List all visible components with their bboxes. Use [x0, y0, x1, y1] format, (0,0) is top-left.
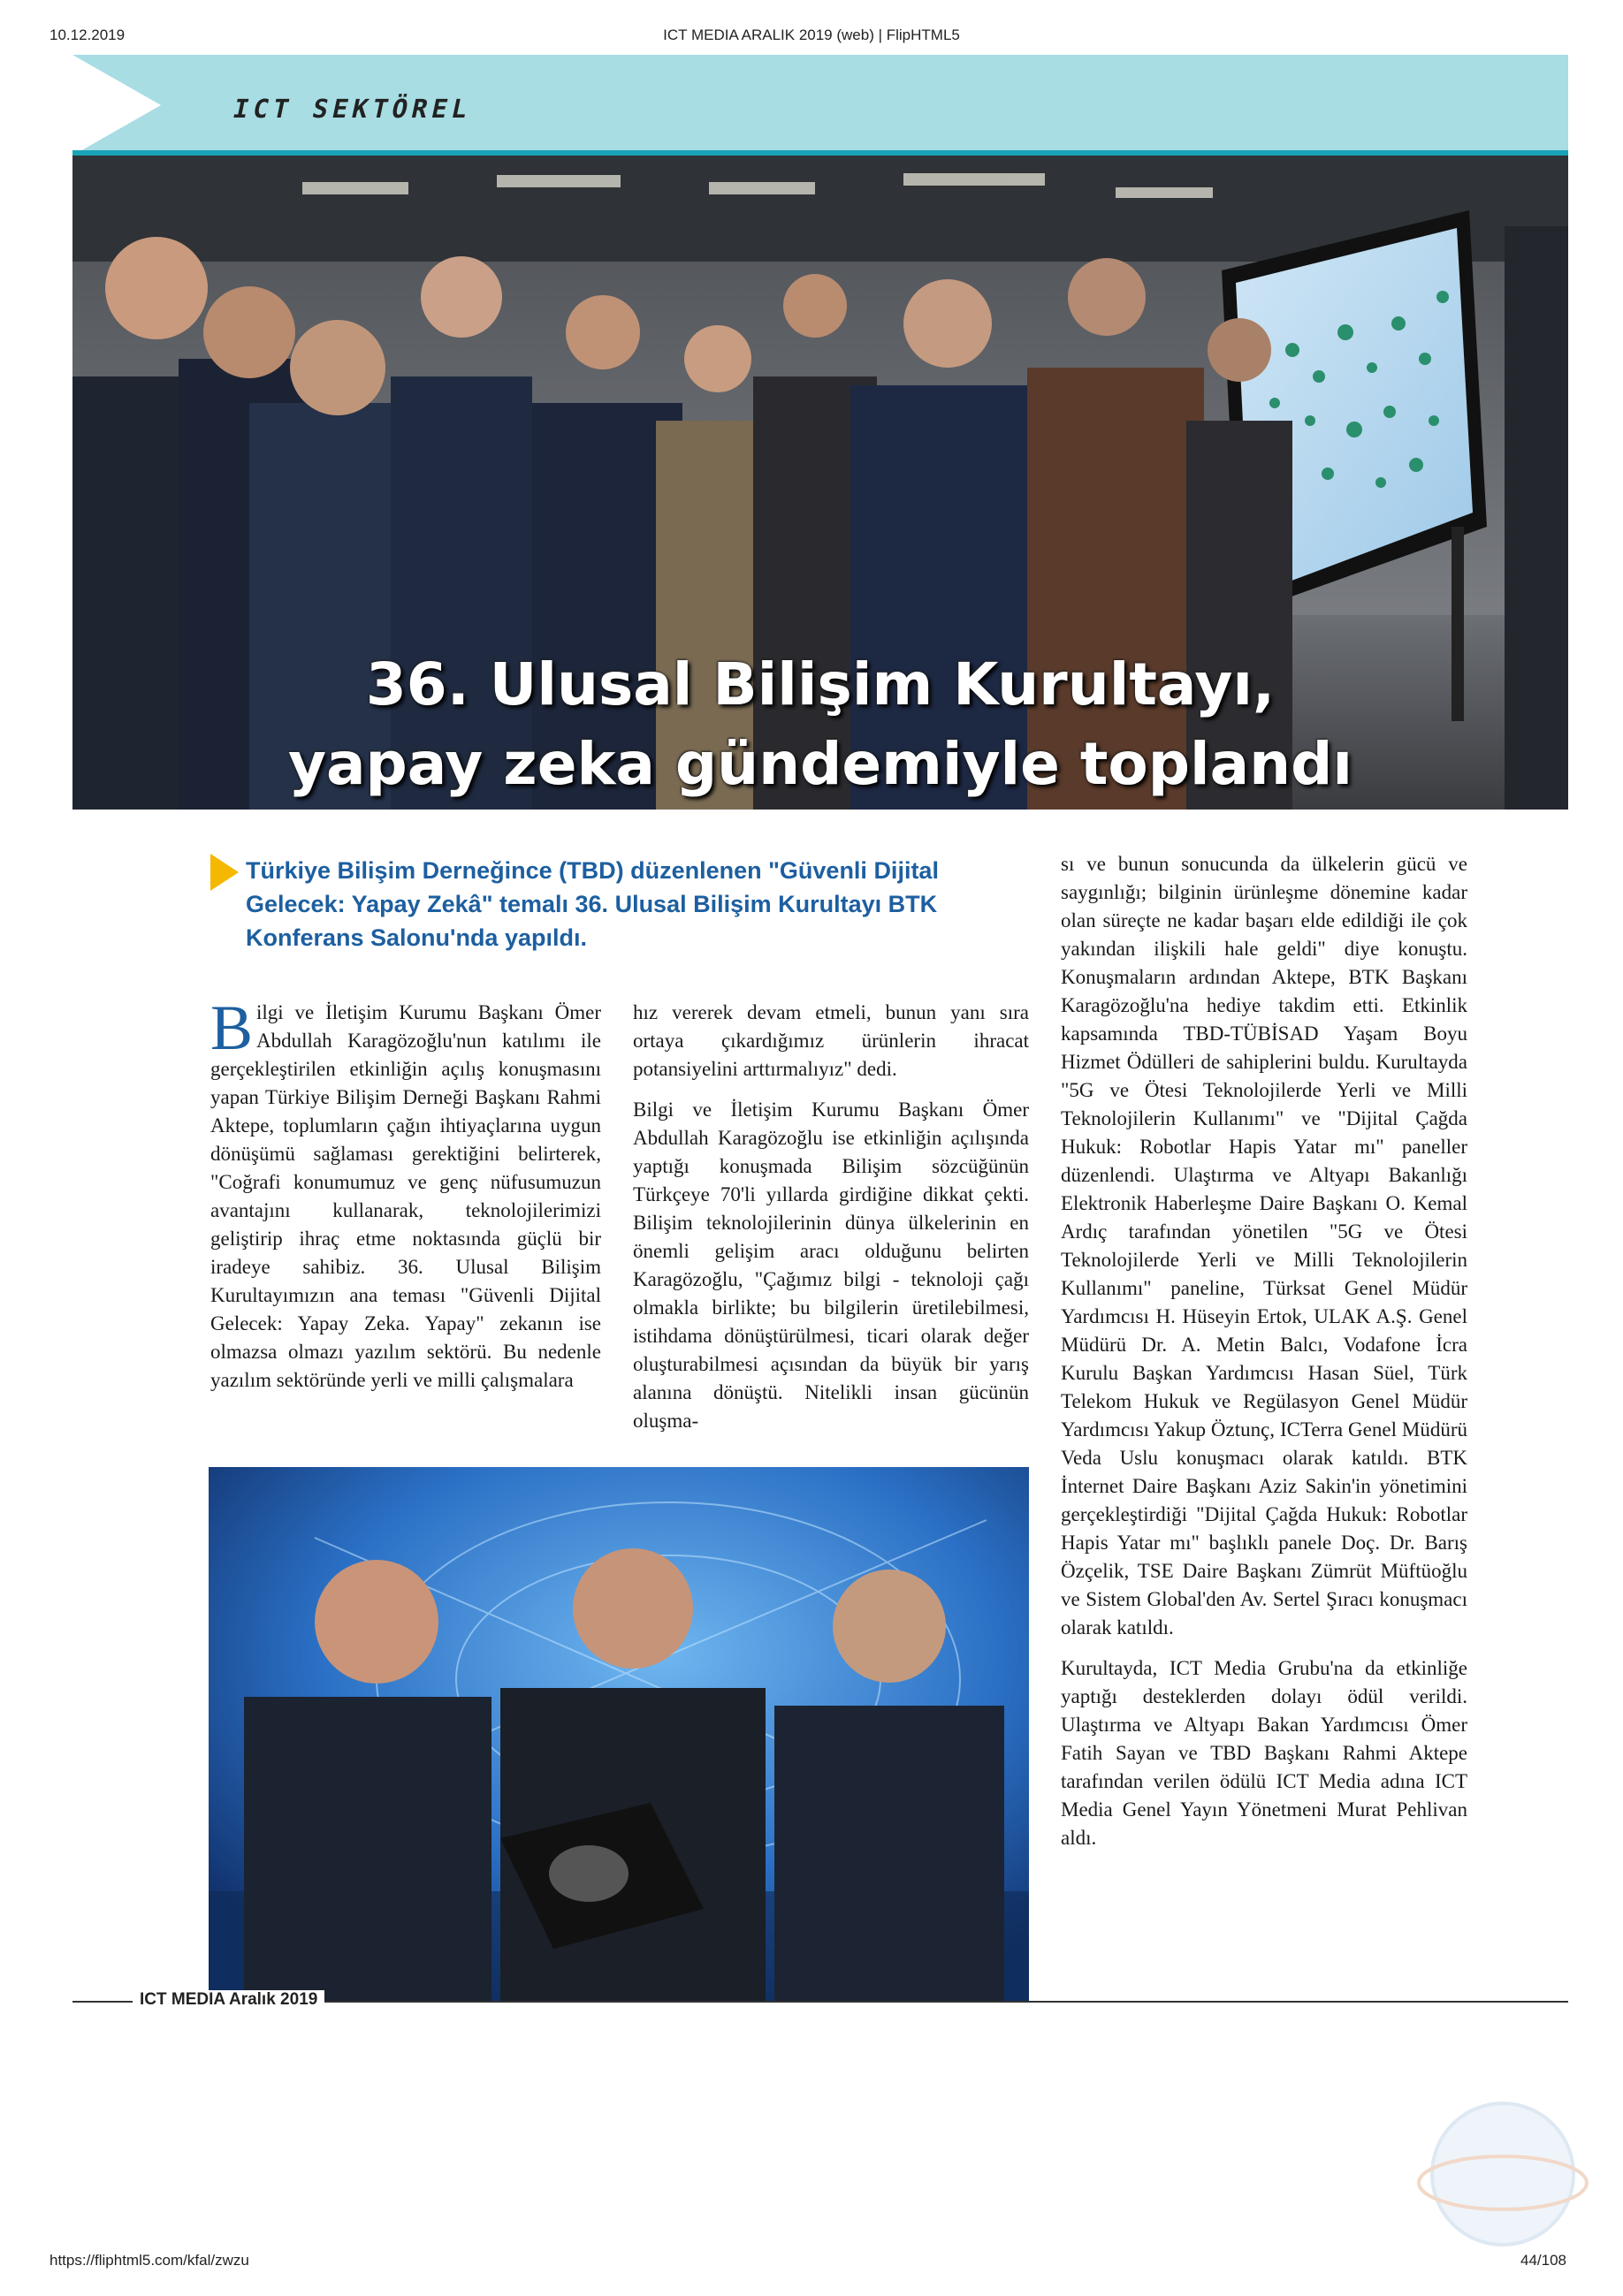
col2-paragraph-2: Bilgi ve İletişim Kurumu Başkanı Ömer Abdullah Karagözoğlu ise etkinliğin açılışında yaptığı konuşmada Bilişim sözcüğünün Türkçeye 70'li yıllarda girdiğine dikkat çekti. Bilişim teknolojilerinin dünya ülkelerinin en önemli gelişim aracı olduğunu belirten Karagözoğlu, "Çağımız bilgi - teknoloji çağı olmakla birlikte; bu bilgilerin üretilebilmesi, istihdama dönüştürülmesi, ticari olarak değer oluşturabilmesi açısından da büyük bir yarış alanına dönüştü. Nitelikli insan gücünün oluşma-: [633, 1099, 1029, 1432]
banner-arrow-icon: [72, 55, 161, 156]
lead-arrow-icon: [210, 854, 239, 891]
page-url[interactable]: https://fliphtml5.com/kfal/zwzu: [50, 2252, 249, 2269]
print-date: 10.12.2019: [50, 27, 126, 43]
award-photo-illustration: [209, 1467, 1029, 2002]
headline-line-1: 36. Ulusal Bilişim Kurultayı,: [365, 650, 1276, 718]
page-number: 44/108: [1520, 2252, 1566, 2269]
section-banner: [72, 55, 1568, 156]
section-label: ICT SEKTÖREL: [230, 94, 476, 124]
col3-paragraph-2: Kurultayda, ICT Media Grubu'na da etkinliğe yaptığı desteklerden dolayı ödül verildi. Ulaştırma ve Altyapı Bakan Yardımcısı Ömer Fatih Sayan ve TBD Başkanı Rahmi Aktepe tarafından verilen ödülü ICT Media adına ICT Media Genel Yayın Yönetmeni Murat Pehlivan aldı.: [1061, 1657, 1467, 1849]
page-title: ICT MEDIA ARALIK 2019 (web) | FlipHTML5: [663, 27, 960, 43]
article-column-3: [1061, 850, 1467, 1865]
article-column-2: [633, 999, 1029, 1448]
lead-paragraph: Türkiye Bilişim Derneğince (TBD) düzenlenen "Güvenli Dijital Gelecek: Yapay Zekâ" temalı 36. Ulusal Bilişim Kurultayı BTK Konferans Salonu'nda yapıldı.: [246, 857, 939, 951]
article-column-1: [210, 992, 601, 1407]
col2-paragraph-1: hız vererek devam etmeli, bunun yanı sıra ortaya çıkardığımız ürünlerin ihracat potansiyelini arttırmalıyız" dedi.: [633, 1001, 1029, 1080]
footer-magazine-logo: ICT MEDIA Aralık 2019: [133, 1990, 324, 2010]
award-photo: [209, 1467, 1029, 2002]
headline-line-2: yapay zeka gündemiyle toplandı: [287, 730, 1353, 798]
col3-paragraph-1: sı ve bunun sonucunda da ülkelerin gücü ve saygınlığı; bilginin ürünleşme dönemine kadar olan süreçte ne kadar başarı elde edildiği ile çok yakından ilişkili hale geldi" diye konuştu. Konuşmaların ardından Aktepe, BTK Başkanı Karagözoğlu'na hediye takdim etti. Etkinlik kapsamında TBD-TÜBİSAD Yaşam Boyu Hizmet Ödülleri de sahiplerini buldu. Kurultayda "5G ve Ötesi Teknolojilerde Yerli ve Milli Teknolojilerin Kullanımı" ve "Dijital Çağda Hukuk: Robotlar Hapis Yatar mı" paneller düzenlendi. Ulaştırma ve Altyapı Bakanlığı Elektronik Haberleşme Daire Başkanı O. Kemal Ardıç tarafından yönetilen "5G ve Ötesi Teknolojilerde Yerli ve Milli Teknolojilerin Kullanımı" paneline, Türksat Genel Müdür Yardımcısı H. Hüseyin Ertok, ULAK A.Ş. Genel Müdürü Dr. A. Metin Balcı, Vodafone İcra Kurulu Başkan Yardımcısı Hasan Süel, Türk Telekom Hukuk ve Regülasyon Genel Müdür Yardımcısı Yakup Öztunç, ICTerra Genel Müdürü Veda Uslu konuşmacı olarak katıldı. BTK İnternet Daire Başkanı Aziz Sakin'in yönetimini gerçekleştirdiği "Dijital Çağda Hukuk: Robotlar Hapis Yatar mı" başlıklı panele Doç. Dr. Barış Özçelik, TSE Daire Başkanı Zümrüt Müftüoğlu ve Sistem Global'den Av. Sertel Şıracı konuşmacı olarak katıldı.: [1061, 853, 1467, 1638]
col1-paragraph-1: ilgi ve İletişim Kurumu Başkanı Ömer Abdullah Karagözoğlu'nun katılımı ile gerçekleştirilen etkinliğin açılış konuşmasını yapan Türkiye Bilişim Derneği Başkanı Rahmi Aktepe, toplumların çağın ihtiyaçlarına uygun dönüşümü sağlaması gerektiğini belirterek, "Coğrafi konumumuz ve genç nüfusumuzun avantajını kullanarak, teknolojilerimizi geliştirip ihraç etme noktasında güçlü bir iradeye sahibiz. 36. Ulusal Bilişim Kurultayımızın ana teması "Güvenli Dijital Gelecek: Yapay Zeka. Yapay" zekanın ise olmazsa olmazı yazılım sektörü. Bu nedenle yazılım sektöründe yerli ve milli çalışmalara: [210, 1001, 601, 1391]
article-headline: [72, 645, 1568, 804]
decorative-sphere-icon: [1414, 2086, 1591, 2267]
drop-cap: B: [210, 992, 254, 1063]
